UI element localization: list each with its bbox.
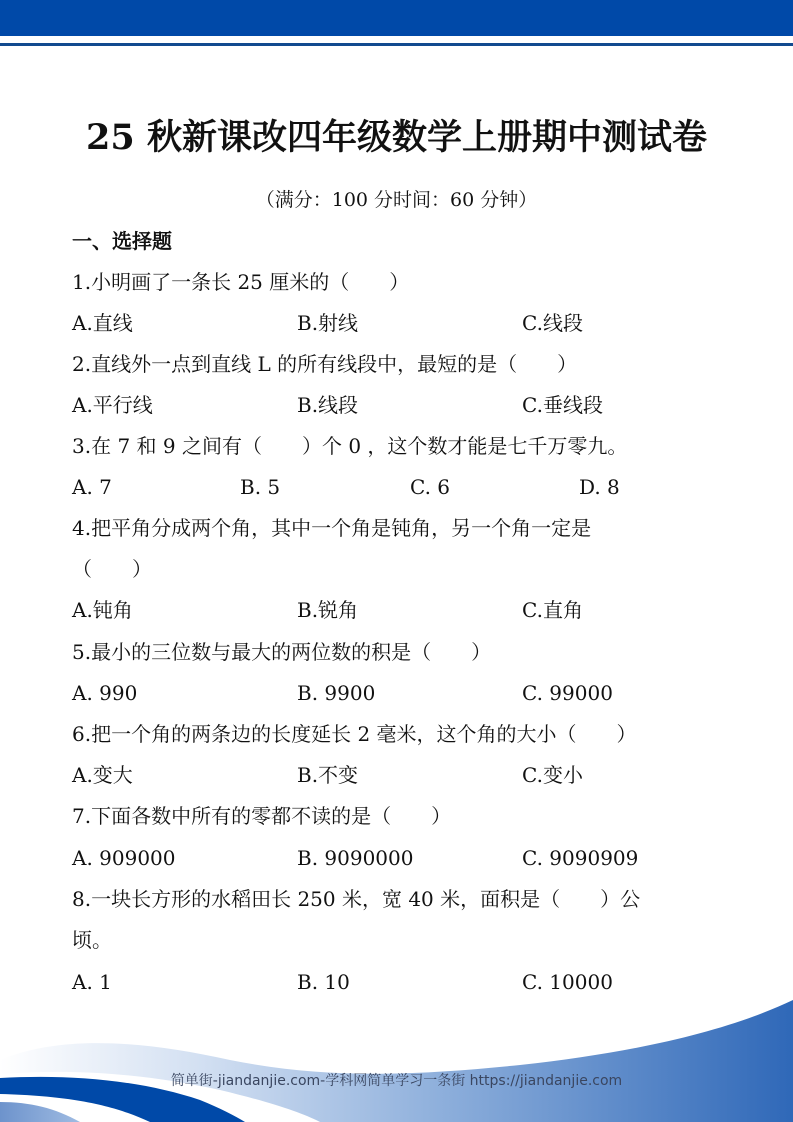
footer-wave-decoration bbox=[0, 990, 793, 1122]
q3-option-c[interactable]: C. 6 bbox=[410, 475, 451, 499]
question-4-cont: （ ） bbox=[72, 557, 152, 581]
exam-info: （满分：100 分时间：60 分钟） bbox=[255, 189, 538, 211]
section-heading: 一、选择题 bbox=[72, 229, 172, 253]
page-title: 25 秋新课改四年级数学上册期中测试卷 bbox=[86, 117, 707, 158]
question-2: 2.直线外一点到直线 L 的所有线段中，最短的是（ ） bbox=[72, 352, 578, 376]
question-1: 1.小明画了一条长 25 厘米的（ ） bbox=[72, 270, 410, 294]
q1-option-b[interactable]: B.射线 bbox=[297, 311, 359, 335]
q7-option-b[interactable]: B. 9090000 bbox=[297, 846, 414, 870]
q6-option-a[interactable]: A.变大 bbox=[72, 763, 133, 787]
q8-option-b[interactable]: B. 10 bbox=[297, 970, 350, 994]
q7-option-a[interactable]: A. 909000 bbox=[72, 846, 176, 870]
q8-option-c[interactable]: C. 10000 bbox=[522, 970, 613, 994]
q2-option-a[interactable]: A.平行线 bbox=[72, 393, 153, 417]
question-6: 6.把一个角的两条边的长度延长 2 毫米，这个角的大小（ ） bbox=[72, 722, 637, 746]
question-7: 7.下面各数中所有的零都不读的是（ ） bbox=[72, 804, 452, 828]
header-band bbox=[0, 0, 793, 36]
q3-option-d[interactable]: D. 8 bbox=[579, 475, 620, 499]
q3-option-b[interactable]: B. 5 bbox=[240, 475, 281, 499]
question-4: 4.把平角分成两个角，其中一个角是钝角，另一个角一定是 bbox=[72, 516, 592, 540]
question-3: 3.在 7 和 9 之间有（ ）个 0 ，这个数才能是七千万零九。 bbox=[72, 434, 628, 458]
q1-option-a[interactable]: A.直线 bbox=[72, 311, 133, 335]
q7-option-c[interactable]: C. 9090909 bbox=[522, 846, 639, 870]
q5-option-b[interactable]: B. 9900 bbox=[297, 681, 376, 705]
q5-option-c[interactable]: C. 99000 bbox=[522, 681, 613, 705]
q6-option-b[interactable]: B.不变 bbox=[297, 763, 359, 787]
question-5: 5.最小的三位数与最大的两位数的积是（ ） bbox=[72, 640, 492, 664]
question-8-cont: 顷。 bbox=[72, 928, 112, 952]
q4-option-b[interactable]: B.锐角 bbox=[297, 598, 359, 622]
q4-option-a[interactable]: A.钝角 bbox=[72, 598, 133, 622]
q2-option-c[interactable]: C.垂线段 bbox=[522, 393, 603, 417]
footer-watermark: 简单街-jiandanjie.com-学科网简单学习一条街 https://jiandanjie.com bbox=[170, 1073, 623, 1089]
header-rule bbox=[0, 43, 793, 46]
q4-option-c[interactable]: C.直角 bbox=[522, 598, 583, 622]
q6-option-c[interactable]: C.变小 bbox=[522, 763, 583, 787]
q1-option-c[interactable]: C.线段 bbox=[522, 311, 583, 335]
q3-option-a[interactable]: A. 7 bbox=[72, 475, 112, 499]
q5-option-a[interactable]: A. 990 bbox=[72, 681, 138, 705]
q8-option-a[interactable]: A. 1 bbox=[72, 970, 112, 994]
q2-option-b[interactable]: B.线段 bbox=[297, 393, 359, 417]
question-8: 8.一块长方形的水稻田长 250 米，宽 40 米，面积是（ ）公 bbox=[72, 887, 641, 911]
